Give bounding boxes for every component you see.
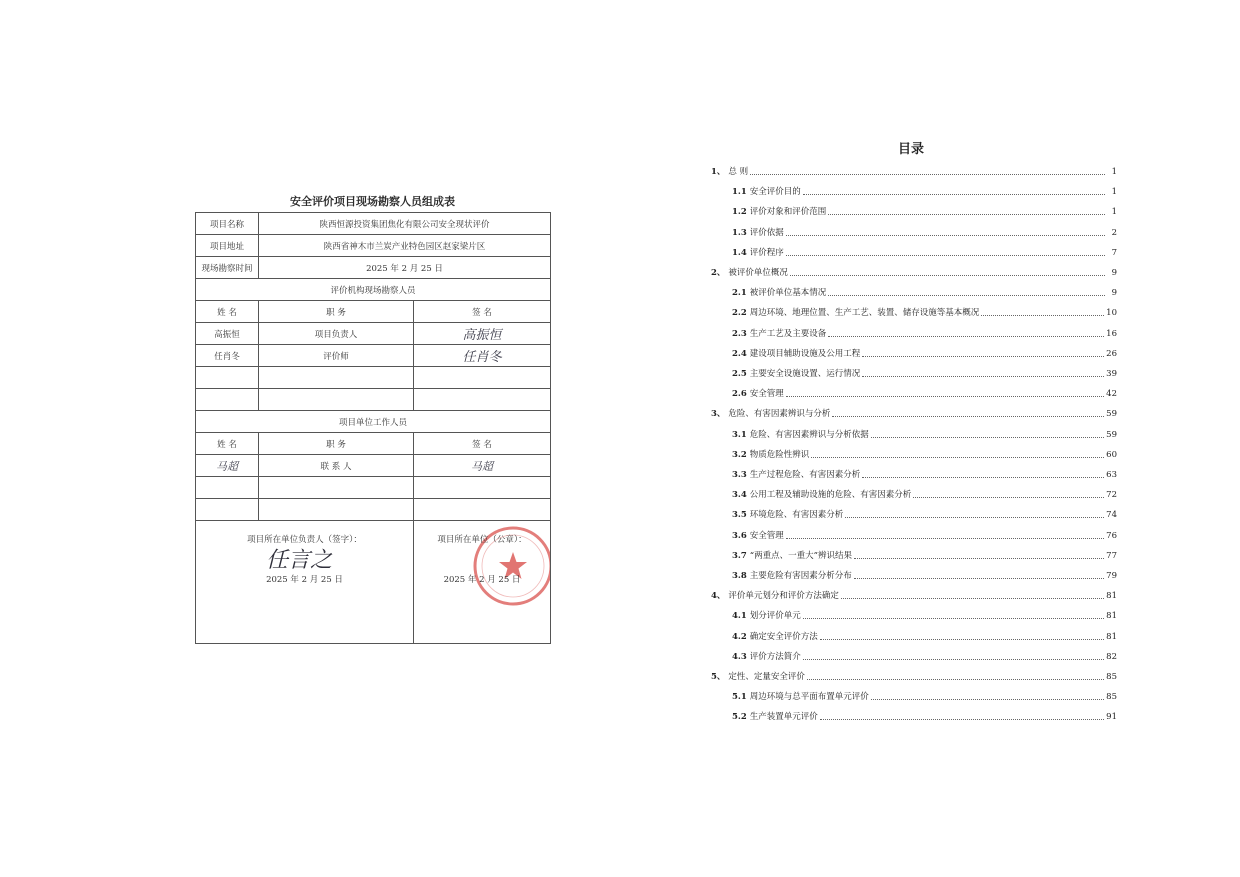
agency-person-signature: 高振恒: [414, 323, 551, 345]
toc-leader-dots: [854, 578, 1104, 579]
toc-leader-dots: [807, 679, 1104, 680]
toc-entry-text: 环境危险、有害因素分析: [749, 510, 844, 521]
toc-entry-text: 被评价单位基本情况: [749, 288, 827, 299]
agency-person-row: [196, 345, 551, 367]
toc-entry-page: 1: [1111, 207, 1117, 218]
toc-entry-number: 3.6: [732, 530, 747, 541]
project-address-value: 陕西省神木市兰炭产业特色园区赵家梁片区: [259, 235, 551, 257]
toc-entry-page: 81: [1106, 611, 1117, 622]
toc-entry[interactable]: [705, 347, 1117, 359]
toc-entry[interactable]: [705, 306, 1117, 318]
toc-entry[interactable]: [705, 589, 1117, 601]
toc-entry-page: 85: [1106, 672, 1117, 682]
toc-entry-page: 39: [1106, 369, 1117, 379]
toc-entry-number: 2.1: [732, 288, 747, 299]
toc-leader-dots: [871, 437, 1104, 438]
unit-seal-label: 项目所在单位（公章）：: [437, 535, 527, 545]
toc-entry-number: 3、: [711, 409, 726, 420]
toc-entry-text: 生产工艺及主要设备: [749, 328, 827, 339]
unit-person-role: 联 系 人: [259, 455, 414, 477]
toc-leader-dots: [750, 174, 1105, 175]
toc-entry-page: 1: [1111, 187, 1117, 198]
toc-leader-dots: [854, 558, 1104, 559]
unit-person-signature: 马超: [414, 455, 551, 477]
agency-person-name: 任肖冬: [196, 345, 259, 367]
signature-row: [196, 521, 551, 644]
toc-leader-dots: [832, 416, 1104, 417]
blank-row: [196, 389, 551, 411]
unit-section-row: [196, 411, 551, 433]
project-address-label: 项目地址: [196, 235, 259, 257]
toc-entry-number: 4.3: [732, 651, 747, 662]
toc-entry-text: 危险、有害因素辨识与分析依据: [749, 429, 869, 440]
toc-entry-number: 2.3: [732, 328, 747, 339]
toc-entry-number: 2.2: [732, 308, 747, 319]
toc-leader-dots: [841, 598, 1104, 599]
toc-entry-page: 16: [1106, 328, 1117, 339]
toc-entry-page: 2: [1111, 227, 1117, 238]
survey-form-page: [190, 185, 555, 660]
toc-entry-page: 77: [1106, 550, 1117, 561]
table-of-contents-page: [705, 135, 1117, 735]
toc-entry-number: 2.4: [732, 348, 747, 359]
agency-header-name: 姓 名: [196, 301, 259, 323]
toc-leader-dots: [790, 275, 1105, 276]
toc-entry-text: 安全管理: [749, 389, 784, 400]
toc-entry-number: 1.3: [732, 227, 747, 238]
unit-seal-date: 2025 年 2 月 25 日: [443, 575, 521, 585]
toc-entry-page: 81: [1106, 631, 1117, 642]
blank-row: [196, 367, 551, 389]
toc-entry-text: 总 则: [728, 167, 749, 177]
toc-entry-page: 60: [1106, 449, 1117, 460]
toc-entry-text: 确定安全评价方法: [749, 631, 818, 642]
toc-entry-text: 评价程序: [749, 247, 784, 258]
toc-entry-text: 安全管理: [749, 530, 784, 541]
toc-entry-page: 59: [1106, 409, 1117, 420]
toc-entry[interactable]: [705, 670, 1117, 682]
toc-leader-dots: [786, 538, 1104, 539]
unit-header-row: [196, 433, 551, 455]
unit-seal-cell: [414, 521, 551, 644]
toc-title: 目录: [897, 142, 924, 157]
toc-leader-dots: [828, 214, 1105, 215]
toc-entry-number: 2.5: [732, 369, 747, 379]
toc-entry-text: 公用工程及辅助设施的危险、有害因素分析: [749, 490, 912, 501]
toc-entry-text: 建设项目辅助设施及公用工程: [749, 348, 861, 359]
form-title: 安全评价项目现场勘察人员组成表: [290, 195, 455, 208]
principal-label: 项目所在单位负责人（签字）：: [247, 535, 362, 545]
toc-entry[interactable]: [705, 468, 1117, 480]
project-name-row: [196, 213, 551, 235]
agency-person-role: 项目负责人: [259, 323, 414, 345]
agency-section-title: 评价机构现场勘察人员: [196, 279, 551, 301]
toc-entry-page: 9: [1111, 288, 1117, 299]
toc-entry-number: 1.4: [732, 247, 747, 258]
toc-entry-text: 周边环境、地理位置、生产工艺、装置、储存设施等基本概况: [749, 308, 980, 319]
toc-leader-dots: [828, 336, 1104, 337]
toc-entry[interactable]: [705, 448, 1117, 460]
toc-entry[interactable]: [705, 488, 1117, 500]
toc-entry-text: 评价单元划分和评价方法确定: [728, 591, 839, 602]
toc-entry[interactable]: [705, 650, 1117, 662]
toc-leader-dots: [981, 315, 1104, 316]
toc-leader-dots: [786, 235, 1105, 236]
toc-leader-dots: [862, 356, 1104, 357]
toc-entry-number: 3.7: [732, 550, 747, 561]
toc-entry[interactable]: [705, 407, 1117, 419]
toc-leader-dots: [862, 376, 1104, 377]
unit-section-title: 项目单位工作人员: [196, 411, 551, 433]
toc-entry-page: 74: [1106, 510, 1117, 521]
agency-person-role: 评价师: [259, 345, 414, 367]
toc-entry[interactable]: [705, 529, 1117, 541]
toc-entry[interactable]: [705, 549, 1117, 561]
toc-entry-page: 59: [1106, 429, 1117, 440]
survey-time-label: 现场勘察时间: [196, 257, 259, 279]
toc-entry-page: 1: [1111, 167, 1117, 177]
toc-entry-number: 5.1: [732, 692, 747, 703]
toc-leader-dots: [803, 659, 1104, 660]
unit-person-row: [196, 455, 551, 477]
toc-leader-dots: [820, 639, 1104, 640]
toc-entry-page: 82: [1106, 651, 1117, 662]
toc-entry-text: “两重点、一重大”辨识结果: [749, 550, 852, 561]
toc-leader-dots: [871, 699, 1104, 700]
toc-entry[interactable]: [705, 367, 1117, 379]
toc-leader-dots: [803, 194, 1105, 195]
toc-entry-number: 4、: [711, 591, 726, 602]
project-name-label: 项目名称: [196, 213, 259, 235]
toc-entry[interactable]: [705, 246, 1117, 258]
toc-entry[interactable]: [705, 165, 1117, 177]
toc-entry-page: 7: [1111, 247, 1117, 258]
toc-entry-number: 1.2: [732, 207, 747, 218]
toc-entry-number: 4.2: [732, 631, 747, 642]
toc-entry-number: 4.1: [732, 611, 747, 622]
toc-entry-number: 3.5: [732, 510, 747, 521]
toc-entry[interactable]: [705, 266, 1117, 278]
toc-entry-page: 76: [1106, 530, 1117, 541]
project-name-value: 陕西恒源投资集团焦化有限公司安全现状评价: [259, 213, 551, 235]
toc-entry[interactable]: [705, 690, 1117, 702]
toc-entry-text: 评价方法简介: [749, 651, 801, 662]
unit-header-signature: 签 名: [414, 433, 551, 455]
toc-entry-text: 评价对象和评价范围: [749, 207, 827, 218]
agency-person-name: 高振恒: [196, 323, 259, 345]
unit-person-name: 马超: [196, 455, 259, 477]
unit-header-name: 姓 名: [196, 433, 259, 455]
blank-row: [196, 499, 551, 521]
toc-leader-dots: [811, 457, 1104, 458]
toc-entry[interactable]: [705, 226, 1117, 238]
toc-entry-page: 81: [1106, 591, 1117, 602]
toc-entry[interactable]: [705, 387, 1117, 399]
toc-entry-page: 10: [1106, 308, 1117, 319]
toc-entry-number: 3.8: [732, 571, 747, 581]
agency-section-row: [196, 279, 551, 301]
toc-entry-page: 63: [1106, 470, 1117, 480]
toc-entry-number: 3.4: [732, 490, 747, 501]
toc-entry[interactable]: [705, 185, 1117, 197]
toc-entry-number: 1.1: [732, 187, 747, 198]
agency-header-role: 职 务: [259, 301, 414, 323]
toc-leader-dots: [786, 255, 1105, 256]
toc-entry-text: 物质危险性辨识: [749, 449, 810, 460]
toc-leader-dots: [820, 719, 1104, 720]
toc-entry[interactable]: [705, 569, 1117, 581]
toc-entry-page: 72: [1106, 490, 1117, 501]
toc-entry[interactable]: [705, 205, 1117, 217]
agency-person-row: [196, 323, 551, 345]
toc-leader-dots: [786, 396, 1104, 397]
principal-signature-cell: [196, 521, 414, 644]
toc-entry-number: 5、: [711, 672, 726, 682]
toc-entry-text: 被评价单位概况: [728, 268, 788, 278]
toc-entry-number: 3.3: [732, 470, 747, 480]
toc-leader-dots: [828, 295, 1105, 296]
toc-entry-text: 主要危险有害因素分析分布: [749, 571, 852, 581]
principal-date: 2025 年 2 月 25 日: [266, 575, 343, 585]
toc-leader-dots: [862, 477, 1104, 478]
toc-entry-page: 9: [1111, 268, 1117, 278]
toc-entry-page: 85: [1106, 692, 1117, 703]
toc-entry-page: 79: [1106, 571, 1117, 581]
toc-entry-text: 生产过程危险、有害因素分析: [749, 470, 861, 480]
toc-entry-number: 1、: [711, 167, 726, 177]
toc-entry[interactable]: [705, 630, 1117, 642]
toc-entry[interactable]: [705, 710, 1117, 722]
principal-signature: 任言之: [266, 548, 333, 573]
toc-leader-dots: [803, 618, 1104, 619]
toc-leader-dots: [913, 497, 1104, 498]
agency-header-row: [196, 301, 551, 323]
agency-person-signature: 任肖冬: [414, 345, 551, 367]
toc-entry-number: 3.1: [732, 429, 747, 440]
toc-entry-number: 2.6: [732, 389, 747, 400]
toc-entry-text: 划分评价单元: [749, 611, 801, 622]
toc-leader-dots: [845, 517, 1104, 518]
toc-entry[interactable]: [705, 286, 1117, 298]
toc-entry-text: 主要安全设施设置、运行情况: [749, 369, 861, 379]
toc-entry-number: 5.2: [732, 712, 747, 723]
toc-entry-text: 周边环境与总平面布置单元评价: [749, 692, 869, 703]
toc-entry-page: 26: [1106, 348, 1117, 359]
survey-time-value: 2025 年 2 月 25 日: [259, 257, 551, 279]
toc-entry-page: 91: [1106, 712, 1117, 723]
agency-header-signature: 签 名: [414, 301, 551, 323]
toc-entry[interactable]: [705, 327, 1117, 339]
toc-entry[interactable]: [705, 609, 1117, 621]
survey-form-table: [195, 212, 551, 644]
survey-time-row: [196, 257, 551, 279]
toc-entry-text: 安全评价目的: [749, 187, 801, 198]
toc-entry[interactable]: [705, 508, 1117, 520]
blank-row: [196, 477, 551, 499]
toc-entry-text: 生产装置单元评价: [749, 712, 818, 723]
toc-entry[interactable]: [705, 428, 1117, 440]
toc-entry-text: 评价依据: [749, 227, 784, 238]
unit-header-role: 职 务: [259, 433, 414, 455]
toc-entry-number: 3.2: [732, 449, 747, 460]
toc-entry-number: 2、: [711, 268, 726, 278]
project-address-row: [196, 235, 551, 257]
toc-entry-text: 定性、定量安全评价: [728, 672, 805, 682]
toc-entry-text: 危险、有害因素辨识与分析: [728, 409, 831, 420]
toc-entry-page: 42: [1106, 389, 1117, 400]
